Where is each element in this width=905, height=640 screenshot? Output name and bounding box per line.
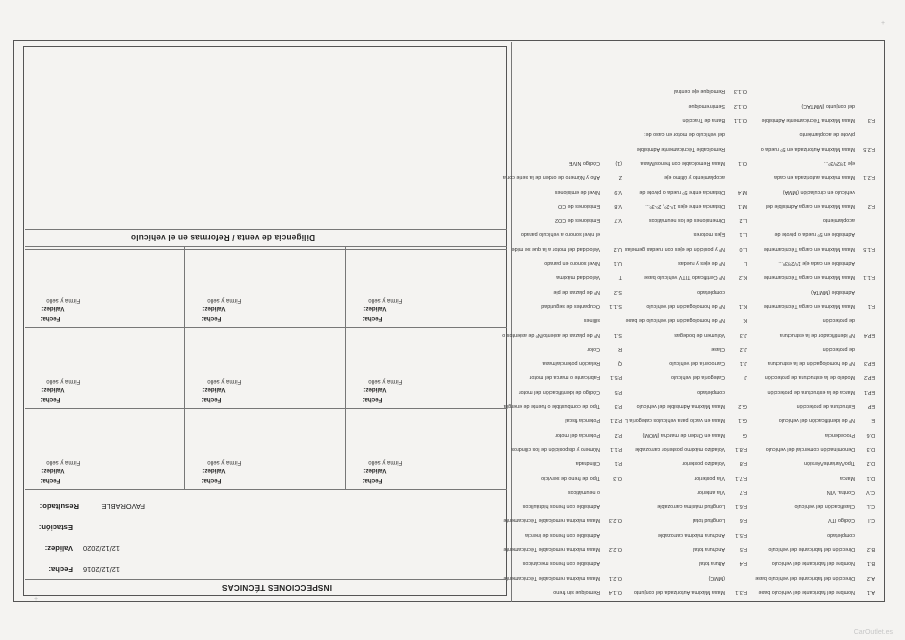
validez-value: 12/12/2020: [83, 544, 120, 553]
field-label: Nº de homologación de la estructura: [767, 360, 855, 367]
field-code: B.1: [866, 560, 875, 567]
field-label: Masa Máxima en carga Técnicamente: [763, 303, 855, 309]
diligencia-top-rule: [25, 249, 507, 250]
field-code: O.1.2: [733, 102, 747, 109]
field-label: Código de identificación del motor: [518, 388, 600, 395]
field-label: Nivel sonoro en parado: [544, 260, 600, 267]
field-label: vehículo en circulación (MMA): [782, 188, 855, 195]
field-label: Nombre del fabricante del vehículo: [771, 560, 855, 567]
field-code: (1): [615, 160, 622, 166]
field-label: Ocupantes de seguridad: [541, 303, 600, 309]
field-code: U.1: [613, 260, 622, 267]
field-code: P.1: [614, 460, 622, 467]
field-label: Clasificación del vehículo: [794, 503, 855, 510]
field-label: Relación potencia/masa: [542, 360, 600, 367]
field-code: D.2: [866, 460, 875, 467]
field-label: Admisible con frenos mecánicos: [522, 560, 600, 567]
field-label: Anchura total: [693, 546, 725, 553]
cell-fecha-label: Fecha:: [362, 396, 383, 403]
cell-fecha-label: Fecha:: [40, 315, 61, 322]
field-label: acoplamiento y último eje: [664, 174, 725, 181]
field-label: Cilindrada: [575, 460, 600, 467]
field-label: Nº de ejes y ruedas: [678, 260, 725, 267]
field-label: Dimensiones de los neumáticos: [648, 217, 725, 224]
cell-fecha-label: Fecha:: [201, 315, 222, 322]
cell-firma-label: Firma y sello: [46, 297, 81, 303]
field-label: Longitud máxima carrozable: [657, 503, 725, 510]
field-label: Masa máxima autorizada en cada: [774, 174, 855, 181]
field-label: de protección: [822, 317, 855, 324]
field-code: M.1: [738, 202, 747, 209]
field-code: C.L: [866, 503, 875, 510]
field-label: Masa Máxima en carga Técnicamente: [763, 274, 855, 281]
field-code: V.9: [614, 188, 622, 195]
field-code: EP.1: [864, 388, 875, 395]
field-label: Potencia fiscal: [565, 417, 600, 424]
fecha-value: 12/12/2016: [83, 565, 120, 574]
field-code: F.2.5: [863, 145, 875, 152]
field-label: Masa en Orden de marcha (MOM): [642, 431, 725, 438]
field-label: Nº y posición de ejes con ruedas gemelas: [624, 245, 725, 252]
field-label: Remolque sin freno: [553, 589, 600, 595]
field-code: V.8: [614, 202, 622, 209]
field-label: Masa en vacío para vehículos categoría L: [624, 417, 725, 424]
field-label: Nº identificador de la estructura: [779, 331, 855, 338]
field-label: Anchura máxima carrozable: [657, 531, 725, 538]
resultado-value: FAVORABLE: [101, 502, 145, 511]
field-label: Distancia entre 5º rueda o pivote de: [639, 188, 725, 195]
field-code: J.3: [739, 331, 747, 338]
field-label: Velocidad del motor a la que se mide: [511, 245, 600, 252]
field-code: U.2: [613, 245, 622, 252]
field-code: J: [744, 374, 747, 381]
field-code: F.1: [867, 303, 875, 309]
watermark: CarOutlet.es: [853, 629, 893, 636]
field-label: Código NIVE: [568, 160, 600, 166]
cell-fecha-label: Fecha:: [40, 477, 61, 484]
resultado-label: Resultado:: [39, 502, 79, 511]
field-code: EP: [867, 403, 875, 410]
field-code: K.1: [738, 303, 747, 309]
field-label: Masa Remolcable con frenos/Masa: [640, 160, 725, 166]
title-rule: [25, 579, 507, 580]
field-label: Dirección del fabricante del vehículo base: [755, 574, 855, 581]
field-label: Volumen de bodegas: [674, 331, 725, 338]
field-label: Vía anterior: [697, 488, 725, 495]
field-label: completado: [827, 531, 855, 538]
field-label: Longitud total: [692, 517, 725, 524]
field-code: P.2.1: [610, 417, 622, 424]
field-code: F.8.1: [735, 446, 747, 452]
field-code: F.5.1: [735, 531, 747, 538]
field-label: Dirección del fabricante del vehículo: [768, 546, 855, 553]
field-code: T: [618, 274, 622, 281]
field-label: Masa Máxima Autorizada en 5º rueda o: [760, 145, 855, 152]
field-code: G.1: [738, 417, 747, 424]
field-label: Modelo de la estructura de protección: [764, 374, 855, 381]
cell-firma-label: Firma y sello: [46, 459, 81, 465]
cell-validez-label: Validez:: [41, 305, 65, 312]
cell-validez-label: Validez:: [363, 386, 387, 393]
field-label: Nº de plazas de pie: [553, 288, 600, 295]
field-label: Color: [587, 345, 600, 352]
field-label: Nº de identificación del vehículo: [778, 417, 855, 424]
field-label: acoplamiento: [822, 217, 855, 224]
field-label: de protección: [822, 345, 855, 352]
field-code: S.1.1: [609, 303, 622, 309]
cell-firma-label: Firma y sello: [207, 297, 242, 303]
field-code: P.5: [614, 388, 622, 395]
field-code: F.1.1: [863, 274, 875, 281]
field-code: K: [743, 317, 747, 324]
field-label: Voladizo posterior: [682, 460, 725, 467]
field-code: Z: [618, 174, 622, 181]
field-code: S.2: [613, 288, 622, 295]
field-code: J.2: [739, 345, 747, 352]
cell-validez-label: Validez:: [41, 386, 65, 393]
field-label: Categoría del vehículo: [671, 374, 725, 381]
field-code: O.1: [738, 160, 747, 166]
field-code: P.1.1: [610, 446, 622, 452]
cell-firma-label: Firma y sello: [207, 378, 242, 384]
field-code: O.1.1: [733, 117, 747, 124]
field-code: O.1.4: [608, 589, 622, 595]
field-label: completado: [697, 388, 725, 395]
field-label: eje 1º/2º/3º...: [823, 160, 855, 166]
grid-row-rule: [25, 246, 507, 247]
field-code: F.6: [739, 517, 747, 524]
field-code: F.7.1: [735, 474, 747, 481]
field-label: Admisible en cada eje 1º/2º/3º...: [778, 260, 855, 267]
field-label: Remolque eje central: [674, 88, 725, 95]
field-code: O.2.1: [608, 574, 622, 581]
cell-firma-label: Firma y sello: [368, 297, 403, 303]
field-code: R: [618, 345, 622, 352]
field-code: B.2: [866, 546, 875, 553]
field-code: D.6: [866, 431, 875, 438]
cell-validez-label: Validez:: [202, 467, 226, 474]
field-code: O.2.3: [608, 517, 622, 524]
field-label: completado: [697, 288, 725, 295]
field-label: del conjunto (MMTAC): [801, 102, 855, 109]
cell-firma-label: Firma y sello: [368, 459, 403, 465]
cell-fecha-label: Fecha:: [362, 477, 383, 484]
field-code: F.3.1: [735, 589, 747, 595]
field-label: el nivel sonoro a vehículo parado: [520, 231, 600, 238]
field-code: C.V: [866, 488, 875, 495]
field-label: Masa máxima remolcable Técnicamente: [503, 574, 600, 581]
field-label: Remolcable Técnicamente Admisible: [636, 145, 725, 152]
grid-col-rule: [345, 247, 346, 490]
corner-mark-bottom: +: [34, 596, 39, 603]
field-code: F.7: [739, 488, 747, 495]
field-code: F.6.1: [735, 503, 747, 510]
cell-fecha-label: Fecha:: [40, 396, 61, 403]
field-label: Procedencia: [825, 431, 855, 438]
field-label: Nº de homologación del vehículo: [646, 303, 725, 309]
cell-fecha-label: Fecha:: [362, 315, 383, 322]
field-code: G.2: [738, 403, 747, 410]
fecha-label: Fecha:: [48, 565, 73, 574]
field-code: L: [744, 260, 747, 267]
field-label: Carrocería del vehículo: [669, 360, 725, 367]
cell-validez-label: Validez:: [202, 386, 226, 393]
field-label: Tipo de freno de servicio: [541, 474, 600, 481]
field-code: E: [871, 417, 875, 424]
field-code: M.4: [738, 188, 747, 195]
grid-col-rule: [184, 247, 185, 490]
field-label: Admisible con frenos hidráulicos: [522, 503, 600, 510]
field-label: Nº de plazas de asiento/Nº de asientos o: [502, 331, 600, 338]
cell-validez-label: Validez:: [202, 305, 226, 312]
cell-fecha-label: Fecha:: [201, 477, 222, 484]
grid-row-rule: [25, 489, 507, 490]
field-code: EP.4: [864, 331, 875, 338]
field-code: Q: [617, 360, 622, 367]
validez-label: Validez:: [44, 544, 73, 553]
field-label: Voladizo máximo posterior carrozable: [635, 446, 725, 452]
field-label: Marca: [840, 474, 855, 481]
field-code: D.1: [866, 474, 875, 481]
field-label: Admisible (MMTA): [811, 288, 855, 295]
field-code: O.3: [613, 474, 622, 481]
inspecciones-panel: [23, 46, 507, 596]
field-label: del vehículo de motor en caso de:: [644, 131, 725, 138]
field-code: P.5.1: [610, 374, 622, 381]
field-code: G: [742, 431, 747, 438]
field-code: EP.2: [864, 374, 875, 381]
field-code: J.1: [739, 360, 747, 367]
cell-validez-label: Validez:: [363, 305, 387, 312]
field-label: Masa máxima remolcable Técnicamente: [503, 546, 600, 553]
field-code: F.2: [867, 202, 875, 209]
field-code: K.2: [738, 274, 747, 281]
field-code: L.0: [739, 245, 747, 252]
field-code: P.3: [614, 403, 622, 410]
field-label: Vía posterior: [694, 474, 725, 481]
field-label: Emisiones de CO: [558, 202, 600, 209]
field-label: (MMC): [708, 574, 725, 581]
field-code: F.4: [739, 560, 747, 567]
field-code: F.5: [739, 546, 747, 553]
corner-mark-top: +: [881, 20, 886, 27]
field-code: F.8: [739, 460, 747, 467]
field-code: V.7: [614, 217, 622, 224]
field-label: o neumáticos: [567, 488, 600, 495]
diligencia-rule: [25, 229, 507, 230]
field-label: Emisiones de CO2: [555, 217, 600, 224]
field-label: Altura total: [699, 560, 725, 567]
cell-firma-label: Firma y sello: [368, 378, 403, 384]
field-label: Nombre del fabricante del vehículo base: [758, 589, 855, 595]
field-label: Masa Máxima Autorizada del conjunto: [633, 589, 725, 595]
field-label: Admisible en 5º rueda o pivote de: [774, 231, 855, 238]
diligencia-title: Diligencia de venta / Reformas en el vehículo: [130, 233, 315, 242]
field-code: F.3: [867, 117, 875, 124]
field-label: Ejes motores: [693, 231, 725, 238]
field-label: Código ITV: [828, 517, 855, 524]
field-label: Denominación comercial del vehículo: [765, 446, 855, 452]
field-label: Semirremolque: [688, 102, 725, 109]
field-code: O.1.3: [733, 88, 747, 95]
field-code: F.1.5: [863, 245, 875, 252]
field-label: pivote de acoplamiento: [799, 131, 855, 138]
field-label: Distancia entre ejes 1º-2º, 2º-3º...: [645, 202, 725, 209]
field-code: L.1: [739, 231, 747, 238]
field-label: Fabricante o marca del motor: [529, 374, 600, 381]
field-label: Potencia del motor: [555, 431, 600, 438]
field-label: Masa Máxima Admisible del vehículo: [636, 403, 725, 410]
field-code: O.2.2: [608, 546, 622, 553]
field-label: Masa Máxima en carga Técnicamente: [763, 245, 855, 252]
field-code: L.2: [739, 217, 747, 224]
field-label: Tipo de combustible o fuente de energía: [503, 403, 600, 410]
field-code: EP.3: [864, 360, 875, 367]
field-label: Número y disposición de los cilindros: [511, 446, 600, 452]
field-label: Nº de homologación del vehículo de base: [625, 317, 725, 324]
field-label: sillines: [583, 317, 600, 324]
field-label: Estructura de protección: [796, 403, 855, 410]
inspecciones-title: INSPECCIONES TÉCNICAS: [221, 583, 332, 592]
field-code: D.3: [866, 446, 875, 452]
field-code: S.1: [613, 331, 622, 338]
estacion-label: Estación:: [38, 523, 73, 532]
field-label: Nivel de emisiones: [554, 188, 600, 195]
field-code: A.1: [866, 589, 875, 595]
grid-row-rule: [25, 408, 507, 409]
field-code: A.2: [866, 574, 875, 581]
field-label: Admisible con frenos de inercia: [525, 531, 600, 538]
field-label: Clase: [711, 345, 725, 352]
field-label: Marca de la estructura de protección: [767, 388, 855, 395]
cell-fecha-label: Fecha:: [201, 396, 222, 403]
cell-firma-label: Firma y sello: [46, 378, 81, 384]
field-code: C.I: [868, 517, 875, 524]
field-code: F.2.1: [863, 174, 875, 181]
grid-row-rule: [25, 327, 507, 328]
field-label: Nº Certificado TITV vehículo base: [644, 274, 725, 281]
field-label: Masa Máxima en carga Admisible del: [765, 202, 855, 209]
cell-validez-label: Validez:: [363, 467, 387, 474]
field-code: P.2: [614, 431, 622, 438]
field-label: Masa máxima remolcable Técnicamente: [503, 517, 600, 524]
field-label: Barra de Tracción: [682, 117, 725, 124]
field-label: Tipo/Variante/Versión: [804, 460, 855, 467]
field-label: Año y Número de orden de la serie corta: [502, 174, 600, 181]
cell-validez-label: Validez:: [41, 467, 65, 474]
field-label: Masa Máxima Técnicamente Admisible: [761, 117, 855, 124]
field-label: Velocidad máxima: [556, 274, 600, 281]
field-label: Contra. VIN: [826, 488, 855, 495]
cell-firma-label: Firma y sello: [207, 459, 242, 465]
